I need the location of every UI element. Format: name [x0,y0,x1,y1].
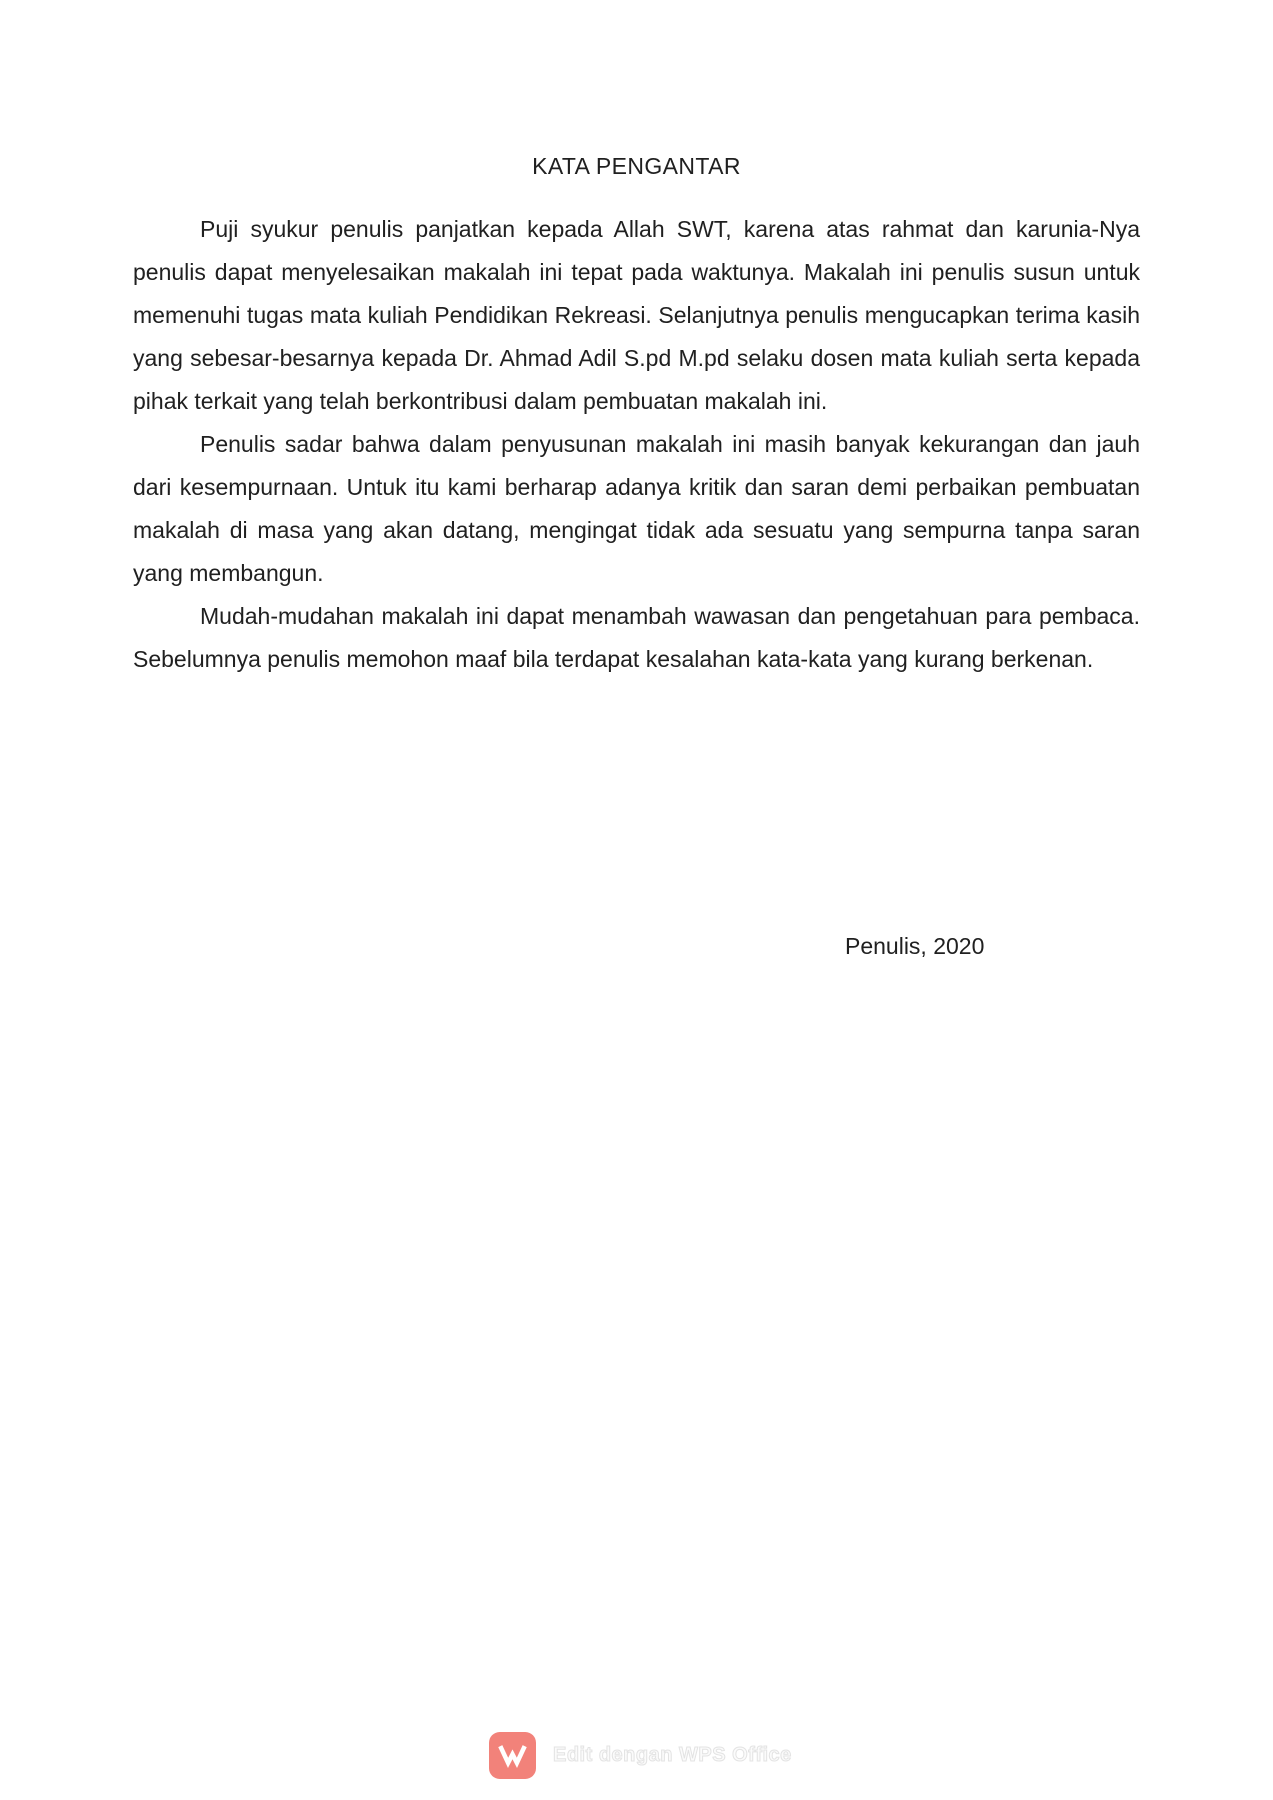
wps-watermark [489,1732,792,1779]
paragraph-1: Puji syukur penulis panjatkan kepada Allah SWT, karena atas rahmat dan karunia-Nya penulis dapat menyelesaikan makalah ini tepat pada waktunya. Makalah ini penulis susun untuk memenuhi tugas mata kuliah Pendidikan Rekreasi. Selanjutnya penulis mengucapkan terima kasih yang sebesar-besarnya kepada Dr. Ahmad Adil S.pd M.pd selaku dosen mata kuliah serta kepada pihak terkait yang telah berkontribusi dalam pembuatan makalah ini. [133,216,1140,414]
watermark-label: Edit dengan WPS Office [553,1744,792,1766]
page-title: KATA PENGANTAR [532,153,741,179]
paragraph-2: Penulis sadar bahwa dalam penyusunan makalah ini masih banyak kekurangan dan jauh dari kesempurnaan. Untuk itu kami berharap adanya kritik dan saran demi perbaikan pembuatan makalah di masa yang akan datang, mengingat tidak ada sesuatu yang sempurna tanpa saran yang membangun. [133,431,1140,586]
document-body [133,145,1140,681]
wps-logo-icon [489,1732,536,1779]
signature-line: Penulis, 2020 [845,933,985,959]
paragraph-3: Mudah-mudahan makalah ini dapat menambah wawasan dan pengetahuan para pembaca. Sebelumnya penulis memohon maaf bila terdapat kesalahan kata-kata yang kurang berkenan. [133,603,1140,672]
